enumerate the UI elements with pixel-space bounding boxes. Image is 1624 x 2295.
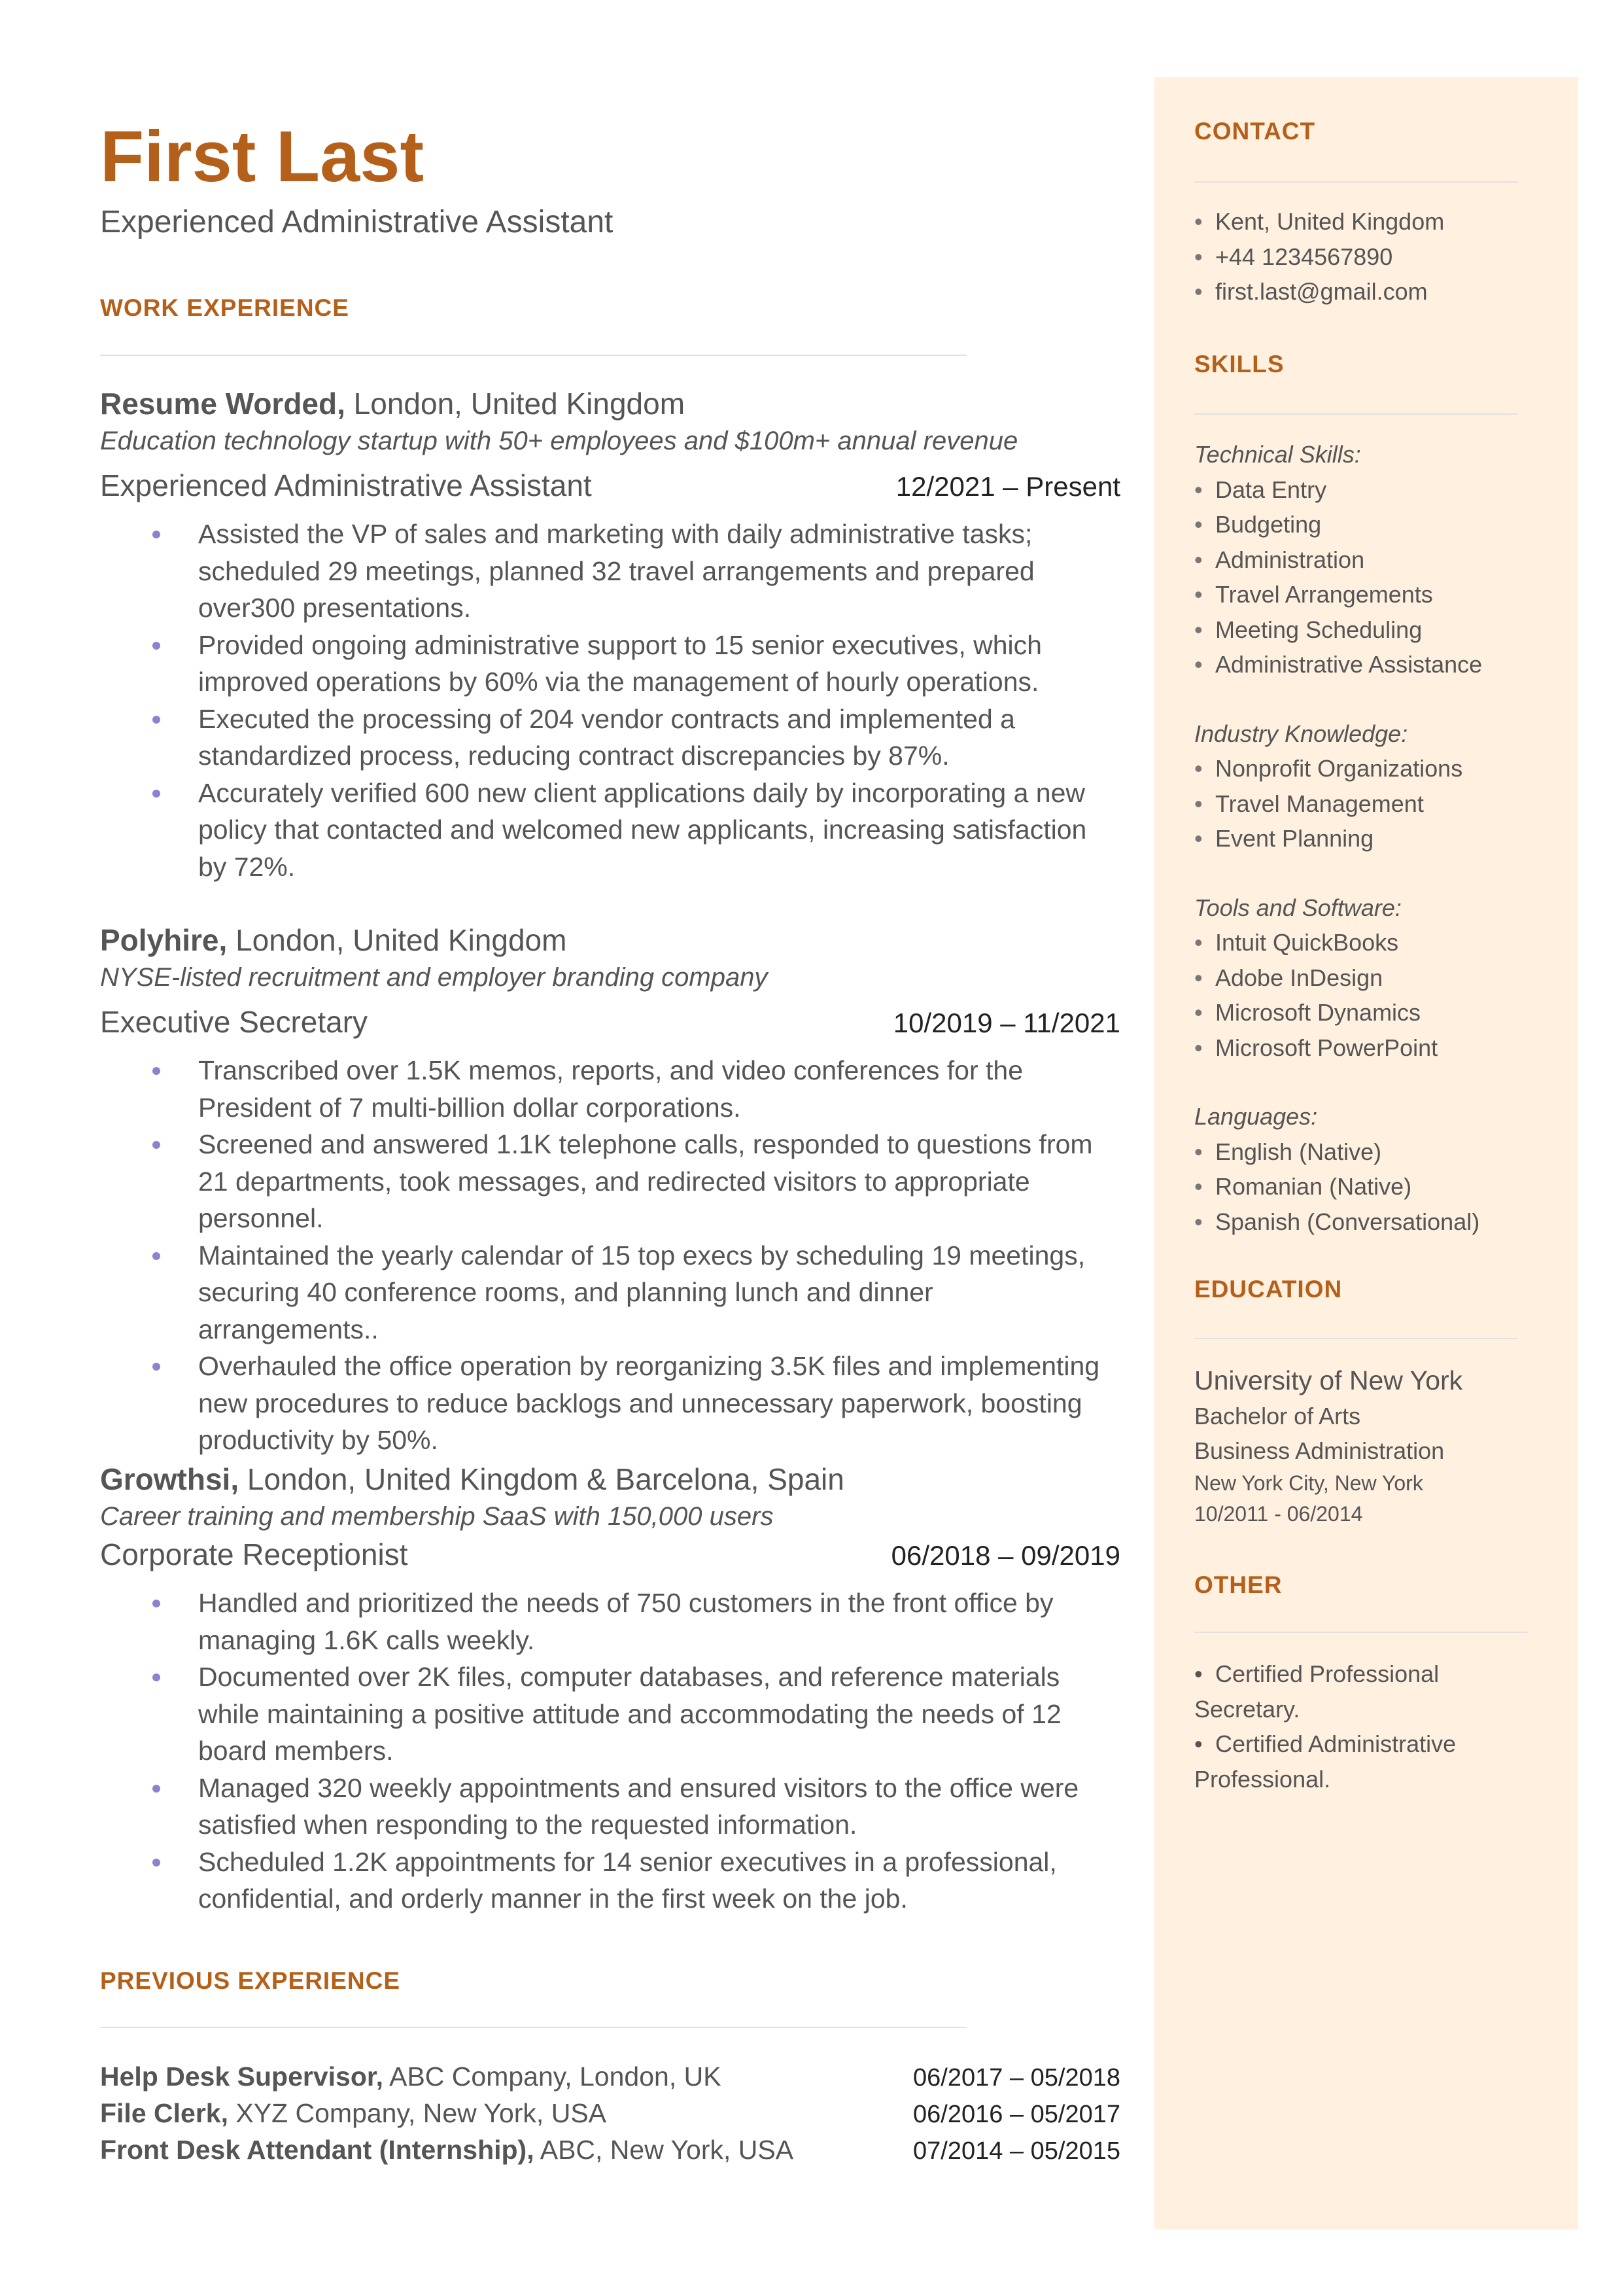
skill-text: Travel Management	[1215, 790, 1424, 817]
bullet-icon: •	[1194, 1660, 1203, 1687]
bullet-text: Handled and prioritized the needs of 750 customers in the front office by managing 1.6K calls weekly.	[198, 1588, 1054, 1655]
previous-job-title: File Clerk,	[100, 2098, 228, 2128]
bullet-icon: •	[1194, 1730, 1203, 1757]
bullet-item	[100, 1052, 1120, 1126]
bullet-icon: •	[1194, 755, 1203, 782]
skill-text: Microsoft PowerPoint	[1215, 1034, 1438, 1061]
skills-category-technical: Technical Skills:	[1194, 441, 1361, 468]
bullet-dot-icon	[152, 1859, 160, 1866]
bullet-dot-icon	[152, 642, 160, 650]
role-title: Experienced Administrative Assistant	[100, 468, 592, 502]
skill-text: Romanian (Native)	[1215, 1173, 1412, 1200]
bullet-text: Executed the processing of 204 vendor contracts and implemented a standardized process, reducing contract discrepancies by 87%.	[198, 703, 1015, 771]
skill-text: Nonprofit Organizations	[1215, 755, 1463, 782]
bullet-icon: •	[1194, 278, 1203, 305]
bullet-item	[100, 516, 1120, 627]
skill-item	[1194, 542, 1534, 578]
role-title: Executive Secretary	[100, 1005, 368, 1039]
bullet-list	[100, 516, 1120, 885]
company-location: London, United Kingdom	[345, 387, 685, 421]
job-entry	[100, 1460, 1120, 1918]
education-degree: Bachelor of Arts	[1194, 1403, 1361, 1429]
company-location: London, United Kingdom & Barcelona, Spain	[239, 1462, 844, 1496]
section-divider	[1194, 1632, 1528, 1633]
skill-text: Travel Arrangements	[1215, 581, 1433, 608]
skill-item	[1194, 751, 1534, 786]
skill-item	[1194, 786, 1534, 822]
bullet-icon: •	[1194, 616, 1203, 643]
bullet-item	[100, 1237, 1120, 1348]
bullet-item	[100, 1348, 1120, 1459]
contact-location-text: Kent, United Kingdom	[1215, 208, 1445, 235]
role-row	[100, 466, 1120, 506]
bullet-icon: •	[1194, 790, 1203, 817]
bullet-dot-icon	[152, 531, 160, 538]
bullet-dot-icon	[152, 1363, 160, 1371]
bullet-text: Overhauled the office operation by reorganizing 3.5K files and implementing new procedures to reduce backlogs and unnecessary paperwork, boosting productivity by 50%.	[198, 1351, 1100, 1455]
other-item	[1194, 1726, 1502, 1796]
skill-text: Data Entry	[1215, 476, 1327, 503]
bullet-icon: •	[1194, 1034, 1203, 1061]
section-heading-skills: SKILLS	[1194, 351, 1285, 377]
company-name: Resume Worded,	[100, 387, 345, 421]
role-dates: 06/2018 – 09/2019	[891, 1540, 1120, 1571]
previous-job-title: Help Desk Supervisor,	[100, 2061, 383, 2092]
skill-item	[1194, 960, 1534, 996]
section-heading-education: EDUCATION	[1194, 1276, 1343, 1303]
skill-text: Budgeting	[1215, 511, 1322, 538]
previous-job-company: XYZ Company, New York, USA	[228, 2098, 607, 2128]
bullet-text: Maintained the yearly calendar of 15 top execs by scheduling 19 meetings, securing 40 conference rooms, and planning lunch and dinner arrangements..	[198, 1240, 1086, 1344]
bullet-icon: •	[1194, 651, 1203, 678]
bullet-item	[100, 1844, 1120, 1918]
skills-category-tools: Tools and Software:	[1194, 894, 1402, 921]
skills-category-industry: Industry Knowledge:	[1194, 720, 1408, 747]
skill-item	[1194, 612, 1534, 648]
other-list	[1194, 1656, 1502, 1796]
bullet-dot-icon	[152, 1252, 160, 1260]
company-description: Career training and membership SaaS with 150,000 users	[100, 1502, 774, 1531]
candidate-name: First Last	[100, 116, 424, 197]
bullet-item	[100, 627, 1120, 701]
company-line	[100, 385, 1120, 423]
bullet-dot-icon	[152, 716, 160, 724]
bullet-icon: •	[1194, 208, 1203, 235]
skill-item	[1194, 1030, 1534, 1066]
skill-item	[1194, 577, 1534, 612]
other-text: Certified Professional Secretary.	[1194, 1660, 1440, 1723]
candidate-title: Experienced Administrative Assistant	[100, 205, 613, 239]
company-name: Growthsi,	[100, 1462, 239, 1496]
education-entry	[1194, 1362, 1534, 1530]
previous-job-row	[100, 2058, 1120, 2096]
previous-job-company: ABC Company, London, UK	[383, 2061, 721, 2092]
skill-item	[1194, 1169, 1534, 1204]
skill-text: English (Native)	[1215, 1138, 1382, 1165]
company-line	[100, 921, 1120, 959]
section-divider	[1194, 181, 1518, 183]
skill-text: Administration	[1215, 546, 1365, 573]
section-heading-other: OTHER	[1194, 1571, 1283, 1598]
bullet-dot-icon	[152, 1067, 160, 1075]
bullet-text: Managed 320 weekly appointments and ensured visitors to the office were satisfied when responding to the requested information.	[198, 1772, 1079, 1840]
bullet-icon: •	[1194, 511, 1203, 538]
education-location: New York City, New York	[1194, 1471, 1423, 1495]
section-heading-contact: CONTACT	[1194, 118, 1316, 145]
bullet-dot-icon	[152, 1785, 160, 1793]
skills-list	[1194, 437, 1534, 1239]
contact-phone	[1194, 239, 1534, 275]
bullet-icon: •	[1194, 999, 1203, 1026]
bullet-item	[100, 1585, 1120, 1658]
section-divider	[100, 355, 967, 356]
section-heading-previous: PREVIOUS EXPERIENCE	[100, 1967, 401, 1994]
previous-job-dates: 06/2016 – 05/2017	[913, 2101, 1120, 2128]
job-entry	[100, 385, 1120, 885]
contact-location	[1194, 204, 1534, 239]
bullet-dot-icon	[152, 1141, 160, 1149]
section-divider	[1194, 413, 1518, 415]
bullet-dot-icon	[152, 790, 160, 797]
company-description: NYSE-listed recruitment and employer branding company	[100, 963, 768, 992]
bullet-list	[100, 1585, 1120, 1918]
company-location: London, United Kingdom	[227, 923, 567, 957]
contact-list	[1194, 204, 1534, 309]
bullet-item	[100, 701, 1120, 775]
skills-category-languages: Languages:	[1194, 1103, 1318, 1130]
contact-email	[1194, 274, 1534, 309]
education-school: University of New York	[1194, 1365, 1463, 1395]
skill-item	[1194, 821, 1534, 856]
contact-email-text: first.last@gmail.com	[1215, 278, 1428, 305]
skill-text: Administrative Assistance	[1215, 651, 1483, 678]
education-dates: 10/2011 - 06/2014	[1194, 1502, 1363, 1526]
previous-job-company: ABC, New York, USA	[534, 2135, 794, 2165]
bullet-text: Scheduled 1.2K appointments for 14 senior executives in a professional, confidential, and orderly manner in the first week on the job.	[198, 1846, 1057, 1914]
bullet-icon: •	[1194, 825, 1203, 852]
skill-text: Intuit QuickBooks	[1215, 929, 1399, 956]
company-line	[100, 1460, 1120, 1498]
bullet-icon: •	[1194, 243, 1203, 270]
bullet-icon: •	[1194, 929, 1203, 956]
previous-job-dates: 07/2014 – 05/2015	[913, 2137, 1120, 2165]
previous-job-row	[100, 2131, 1120, 2169]
role-dates: 10/2019 – 11/2021	[893, 1007, 1120, 1038]
bullet-icon: •	[1194, 546, 1203, 573]
education-major: Business Administration	[1194, 1437, 1445, 1464]
section-divider	[100, 2027, 967, 2028]
skill-item	[1194, 925, 1534, 960]
other-text: Certified Administrative Professional.	[1194, 1730, 1457, 1793]
contact-phone-text: +44 1234567890	[1215, 243, 1393, 270]
bullet-text: Accurately verified 600 new client applications daily by incorporating a new policy that contacted and welcomed new applicants, increasing satisfaction by 72%.	[198, 777, 1087, 882]
bullet-text: Documented over 2K files, computer databases, and reference materials while maintaining a positive attitude and accommodating the needs of 12 board members.	[198, 1662, 1062, 1766]
bullet-item	[100, 1126, 1120, 1237]
bullet-list	[100, 1052, 1120, 1459]
skill-item	[1194, 1134, 1534, 1170]
bullet-text: Screened and answered 1.1K telephone calls, responded to questions from 21 departments, took messages, and redirected visitors to appropriate personnel.	[198, 1129, 1093, 1233]
previous-job-row	[100, 2095, 1120, 2133]
job-entry	[100, 921, 1120, 1459]
bullet-icon: •	[1194, 964, 1203, 991]
bullet-dot-icon	[152, 1600, 160, 1607]
bullet-text: Assisted the VP of sales and marketing with daily administrative tasks; scheduled 29 meetings, planned 32 travel arrangements and prepared over300 presentations.	[198, 519, 1035, 623]
role-dates: 12/2021 – Present	[895, 471, 1120, 502]
section-divider	[1194, 1338, 1518, 1339]
other-item	[1194, 1656, 1502, 1726]
bullet-icon: •	[1194, 476, 1203, 503]
skill-text: Adobe InDesign	[1215, 964, 1383, 991]
company-description: Education technology startup with 50+ employees and $100m+ annual revenue	[100, 427, 1018, 455]
bullet-item	[100, 775, 1120, 886]
skill-item	[1194, 1204, 1534, 1240]
skill-item	[1194, 647, 1534, 682]
bullet-item	[100, 1770, 1120, 1844]
bullet-icon: •	[1194, 1208, 1203, 1235]
section-heading-work: WORK EXPERIENCE	[100, 294, 349, 321]
bullet-icon: •	[1194, 1138, 1203, 1165]
skill-text: Spanish (Conversational)	[1215, 1208, 1480, 1235]
skill-item	[1194, 995, 1534, 1030]
bullet-item	[100, 1658, 1120, 1770]
skill-item	[1194, 507, 1534, 542]
company-name: Polyhire,	[100, 923, 228, 957]
skill-text: Event Planning	[1215, 825, 1374, 852]
bullet-icon: •	[1194, 581, 1203, 608]
bullet-text: Provided ongoing administrative support to 15 senior executives, which improved operations by 60% via the management of hourly operations.	[198, 629, 1042, 697]
previous-job-dates: 06/2017 – 05/2018	[913, 2064, 1120, 2092]
bullet-text: Transcribed over 1.5K memos, reports, and video conferences for the President of 7 multi-billion dollar corporations.	[198, 1055, 1023, 1123]
previous-job-title: Front Desk Attendant (Internship),	[100, 2135, 534, 2165]
bullet-dot-icon	[152, 1673, 160, 1681]
bullet-icon: •	[1194, 1173, 1203, 1200]
skill-text: Meeting Scheduling	[1215, 616, 1423, 643]
role-title: Corporate Receptionist	[100, 1537, 408, 1571]
skill-item	[1194, 472, 1534, 508]
role-row	[100, 1002, 1120, 1043]
role-row	[100, 1535, 1120, 1575]
skill-text: Microsoft Dynamics	[1215, 999, 1421, 1026]
